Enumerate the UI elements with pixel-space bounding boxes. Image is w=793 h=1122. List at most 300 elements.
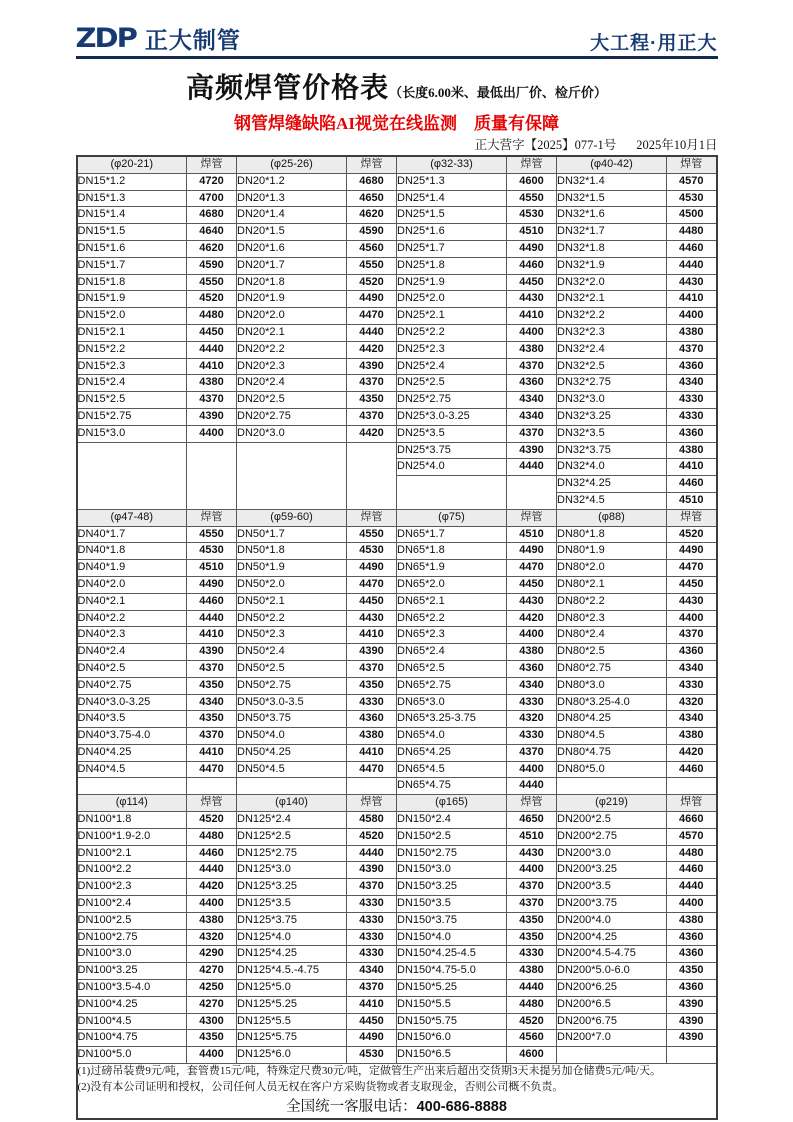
spec-cell: DN150*4.75-5.0	[397, 963, 507, 980]
price-cell: 4680	[187, 207, 237, 224]
table-row	[77, 224, 717, 241]
spec-cell: DN40*3.5	[77, 711, 187, 728]
spec-cell: DN65*2.0	[397, 576, 507, 593]
spec-cell: DN40*2.1	[77, 593, 187, 610]
spec-cell: DN25*1.9	[397, 274, 507, 291]
spec-cell: DN150*5.25	[397, 980, 507, 997]
price-header-cell: 焊管	[347, 156, 397, 173]
spec-cell: DN20*2.5	[237, 392, 347, 409]
price-cell: 4360	[667, 425, 717, 442]
spec-cell: DN65*2.4	[397, 644, 507, 661]
table-row	[77, 728, 717, 745]
spec-cell: DN50*2.0	[237, 576, 347, 593]
spec-cell: DN150*2.4	[397, 812, 507, 829]
spec-cell: DN20*2.75	[237, 408, 347, 425]
table-row	[77, 240, 717, 257]
price-cell: 4460	[667, 476, 717, 493]
price-header-cell: 焊管	[347, 509, 397, 526]
price-cell: 4530	[347, 1047, 397, 1064]
spec-cell: DN25*3.0-3.25	[397, 408, 507, 425]
price-cell: 4350	[187, 711, 237, 728]
price-cell: 4330	[507, 694, 557, 711]
empty-cell	[557, 1047, 667, 1064]
price-cell: 4370	[667, 341, 717, 358]
price-cell: 4380	[667, 324, 717, 341]
price-cell: 4430	[347, 610, 397, 627]
spec-cell: DN125*2.75	[237, 845, 347, 862]
price-cell: 4590	[347, 224, 397, 241]
spec-cell: DN150*3.0	[397, 862, 507, 879]
spec-cell: DN15*1.2	[77, 173, 187, 190]
spec-cell: DN200*7.0	[557, 1030, 667, 1047]
spec-cell: DN125*5.5	[237, 1013, 347, 1030]
price-cell: 4490	[347, 560, 397, 577]
price-cell: 4650	[347, 190, 397, 207]
spec-cell: DN125*5.0	[237, 980, 347, 997]
spec-cell: DN150*5.5	[397, 996, 507, 1013]
table-row	[77, 677, 717, 694]
spec-cell: DN32*2.0	[557, 274, 667, 291]
spec-cell: DN40*2.0	[77, 576, 187, 593]
spec-cell: DN15*1.3	[77, 190, 187, 207]
spec-cell: DN125*5.75	[237, 1030, 347, 1047]
spec-cell: DN65*1.9	[397, 560, 507, 577]
price-cell: 4350	[347, 677, 397, 694]
hotline-number: 400-686-8888	[416, 1098, 507, 1115]
price-cell: 4250	[187, 980, 237, 997]
price-cell: 4570	[667, 173, 717, 190]
spec-cell: DN65*2.5	[397, 660, 507, 677]
price-cell: 4380	[187, 375, 237, 392]
price-cell: 4530	[667, 190, 717, 207]
price-cell: 4360	[667, 929, 717, 946]
price-cell: 4330	[347, 946, 397, 963]
price-cell: 4400	[187, 1047, 237, 1064]
price-cell: 4450	[667, 576, 717, 593]
table-row	[77, 560, 717, 577]
price-cell: 4550	[187, 274, 237, 291]
price-cell: 4570	[667, 828, 717, 845]
spec-cell: DN40*1.7	[77, 526, 187, 543]
price-cell: 4370	[507, 896, 557, 913]
price-cell: 4330	[347, 912, 397, 929]
spec-cell: DN20*1.4	[237, 207, 347, 224]
price-cell: 4590	[187, 257, 237, 274]
price-header-cell: 焊管	[667, 509, 717, 526]
spec-cell: DN100*2.1	[77, 845, 187, 862]
spec-cell: DN80*2.2	[557, 593, 667, 610]
price-cell: 4390	[667, 1013, 717, 1030]
price-cell: 4360	[507, 375, 557, 392]
price-cell: 4510	[507, 828, 557, 845]
document-number: 正大营字【2025】077-1号	[474, 138, 617, 152]
empty-cell	[667, 1047, 717, 1064]
price-cell: 4410	[347, 996, 397, 1013]
price-cell: 4390	[667, 1030, 717, 1047]
table-row	[77, 828, 717, 845]
price-cell: 4620	[187, 240, 237, 257]
price-cell: 4370	[187, 728, 237, 745]
spec-cell: DN200*4.25	[557, 929, 667, 946]
spec-cell: DN80*1.8	[557, 526, 667, 543]
price-cell: 4470	[347, 576, 397, 593]
spec-cell: DN50*3.0-3.5	[237, 694, 347, 711]
price-header-cell: 焊管	[667, 795, 717, 812]
spec-cell: DN20*2.4	[237, 375, 347, 392]
price-cell: 4480	[667, 845, 717, 862]
spec-cell: DN125*4.25	[237, 946, 347, 963]
spec-cell: DN100*1.9-2.0	[77, 828, 187, 845]
table-row	[77, 761, 717, 778]
spec-cell: DN200*6.5	[557, 996, 667, 1013]
spec-cell: DN25*2.4	[397, 358, 507, 375]
spec-cell: DN20*1.8	[237, 274, 347, 291]
spec-cell: DN125*3.5	[237, 896, 347, 913]
table-row	[77, 408, 717, 425]
price-cell: 4410	[667, 459, 717, 476]
price-cell: 4340	[667, 660, 717, 677]
price-cell: 4660	[667, 812, 717, 829]
price-cell: 4370	[507, 879, 557, 896]
price-cell: 4400	[667, 896, 717, 913]
price-cell: 4370	[347, 408, 397, 425]
table-row	[77, 1013, 717, 1030]
spec-cell: DN65*2.75	[397, 677, 507, 694]
price-cell: 4420	[347, 341, 397, 358]
group-label-cell: (φ25-26)	[237, 156, 347, 173]
price-cell: 4440	[347, 324, 397, 341]
spec-cell: DN200*3.25	[557, 862, 667, 879]
spec-cell: DN40*2.3	[77, 627, 187, 644]
spec-cell: DN125*2.4	[237, 812, 347, 829]
spec-cell: DN40*3.0-3.25	[77, 694, 187, 711]
spec-cell: DN100*3.0	[77, 946, 187, 963]
spec-cell: DN15*2.5	[77, 392, 187, 409]
spec-cell: DN20*2.3	[237, 358, 347, 375]
table-footer-row	[77, 1064, 717, 1119]
price-cell: 4330	[667, 677, 717, 694]
group-label-cell: (φ165)	[397, 795, 507, 812]
price-cell: 4510	[507, 526, 557, 543]
price-cell: 4440	[187, 610, 237, 627]
price-header-cell: 焊管	[187, 156, 237, 173]
price-cell: 4530	[347, 543, 397, 560]
section-header-row	[77, 509, 717, 526]
spec-cell: DN100*3.5-4.0	[77, 980, 187, 997]
spec-cell: DN15*1.5	[77, 224, 187, 241]
price-cell: 4560	[507, 1030, 557, 1047]
spec-cell: DN32*3.0	[557, 392, 667, 409]
price-cell: 4420	[507, 610, 557, 627]
price-cell: 4410	[187, 358, 237, 375]
group-label-cell: (φ114)	[77, 795, 187, 812]
spec-cell: DN100*3.25	[77, 963, 187, 980]
price-cell: 4410	[347, 744, 397, 761]
spec-cell: DN15*2.3	[77, 358, 187, 375]
table-row	[77, 173, 717, 190]
document-number-line	[76, 135, 718, 153]
price-cell: 4380	[667, 912, 717, 929]
spec-cell: DN25*2.2	[397, 324, 507, 341]
spec-cell: DN125*4.5.-4.75	[237, 963, 347, 980]
table-row	[77, 929, 717, 946]
spec-cell: DN32*4.0	[557, 459, 667, 476]
brand-bar	[76, 0, 718, 59]
group-label-cell: (φ47-48)	[77, 509, 187, 526]
spec-cell: DN200*4.5-4.75	[557, 946, 667, 963]
price-cell: 4400	[507, 761, 557, 778]
price-cell: 4430	[507, 593, 557, 610]
price-cell: 4490	[347, 291, 397, 308]
price-cell: 4530	[187, 543, 237, 560]
spec-cell: DN50*2.4	[237, 644, 347, 661]
spec-cell: DN25*2.0	[397, 291, 507, 308]
spec-cell: DN25*1.7	[397, 240, 507, 257]
price-cell: 4330	[347, 929, 397, 946]
section-header-row	[77, 795, 717, 812]
price-cell: 4460	[507, 257, 557, 274]
company-name: 正大制管	[144, 27, 241, 53]
price-cell: 4600	[507, 1047, 557, 1064]
price-cell: 4450	[507, 576, 557, 593]
price-cell: 4520	[187, 291, 237, 308]
page-title: 高频焊管价格表	[186, 73, 390, 104]
price-header-cell: 焊管	[187, 795, 237, 812]
spec-cell: DN25*3.5	[397, 425, 507, 442]
price-cell: 4370	[347, 660, 397, 677]
spec-cell: DN25*2.5	[397, 375, 507, 392]
spec-cell: DN125*4.0	[237, 929, 347, 946]
spec-cell: DN20*1.2	[237, 173, 347, 190]
price-cell: 4550	[187, 526, 237, 543]
price-cell: 4430	[507, 845, 557, 862]
price-cell: 4460	[187, 593, 237, 610]
hotline	[78, 1096, 716, 1118]
spec-cell: DN15*2.75	[77, 408, 187, 425]
table-row	[77, 980, 717, 997]
table-row	[77, 778, 717, 795]
price-cell: 4400	[507, 862, 557, 879]
spec-cell: DN80*2.5	[557, 644, 667, 661]
spec-cell: DN80*4.5	[557, 728, 667, 745]
price-cell: 4360	[667, 980, 717, 997]
price-cell: 4470	[667, 560, 717, 577]
price-cell: 4470	[507, 560, 557, 577]
spec-cell: DN20*1.5	[237, 224, 347, 241]
spec-cell: DN150*2.5	[397, 828, 507, 845]
price-cell: 4410	[667, 291, 717, 308]
price-cell: 4520	[347, 274, 397, 291]
price-header-cell: 焊管	[187, 509, 237, 526]
spec-cell: DN150*3.25	[397, 879, 507, 896]
spec-cell: DN65*2.3	[397, 627, 507, 644]
spec-cell: DN125*6.0	[237, 1047, 347, 1064]
group-label-cell: (φ140)	[237, 795, 347, 812]
spec-cell: DN32*4.5	[557, 492, 667, 509]
price-cell: 4580	[347, 812, 397, 829]
spec-cell: DN20*3.0	[237, 425, 347, 442]
spec-cell: DN80*3.0	[557, 677, 667, 694]
table-row	[77, 308, 717, 325]
spec-cell: DN32*4.25	[557, 476, 667, 493]
price-header-cell: 焊管	[667, 156, 717, 173]
spec-cell: DN125*2.5	[237, 828, 347, 845]
group-label-cell: (φ219)	[557, 795, 667, 812]
price-cell: 4480	[187, 308, 237, 325]
price-cell: 4380	[187, 912, 237, 929]
price-cell: 4370	[507, 358, 557, 375]
spec-cell: DN40*3.75-4.0	[77, 728, 187, 745]
price-cell: 4620	[347, 207, 397, 224]
price-cell: 4370	[667, 627, 717, 644]
note-1: (1)过磅吊装费9元/吨，套管费15元/吨，特殊定尺费30元/吨，定做管生产出来后超出交货期3天未提另加仓储费5元/吨/天。	[77, 1065, 662, 1078]
table-row	[77, 862, 717, 879]
spec-cell: DN25*1.3	[397, 173, 507, 190]
notes-cell	[77, 1064, 717, 1119]
empty-cell	[77, 778, 187, 795]
spec-cell: DN65*4.0	[397, 728, 507, 745]
spec-cell: DN15*1.9	[77, 291, 187, 308]
empty-cell	[77, 442, 187, 509]
table-row	[77, 996, 717, 1013]
spec-cell: DN200*2.5	[557, 812, 667, 829]
spec-cell: DN32*1.5	[557, 190, 667, 207]
empty-cell	[557, 778, 667, 795]
empty-cell	[187, 778, 237, 795]
price-cell: 4440	[667, 257, 717, 274]
price-cell: 4480	[187, 828, 237, 845]
price-cell: 4380	[507, 963, 557, 980]
spec-cell: DN32*2.3	[557, 324, 667, 341]
spec-cell: DN65*4.75	[397, 778, 507, 795]
price-cell: 4390	[507, 442, 557, 459]
spec-cell: DN80*2.1	[557, 576, 667, 593]
price-cell: 4340	[507, 408, 557, 425]
table-row	[77, 291, 717, 308]
spec-cell: DN150*3.75	[397, 912, 507, 929]
table-row	[77, 593, 717, 610]
spec-cell: DN40*4.25	[77, 744, 187, 761]
spec-cell: DN65*4.5	[397, 761, 507, 778]
price-cell: 4470	[347, 761, 397, 778]
spec-cell: DN25*1.6	[397, 224, 507, 241]
table-row	[77, 207, 717, 224]
table-row	[77, 543, 717, 560]
spec-cell: DN50*4.5	[237, 761, 347, 778]
spec-cell: DN25*1.8	[397, 257, 507, 274]
price-cell: 4400	[187, 896, 237, 913]
price-cell: 4440	[667, 879, 717, 896]
spec-cell: DN25*2.1	[397, 308, 507, 325]
spec-cell: DN50*2.1	[237, 593, 347, 610]
spec-cell: DN50*2.5	[237, 660, 347, 677]
price-cell: 4460	[667, 240, 717, 257]
empty-cell	[237, 442, 347, 509]
price-cell: 4510	[187, 560, 237, 577]
price-cell: 4440	[347, 845, 397, 862]
price-cell: 4320	[507, 711, 557, 728]
table-row	[77, 845, 717, 862]
price-cell: 4440	[187, 862, 237, 879]
table-row	[77, 1030, 717, 1047]
spec-cell: DN15*1.6	[77, 240, 187, 257]
price-cell: 4440	[187, 341, 237, 358]
price-cell: 4330	[667, 392, 717, 409]
document-date: 2025年10月1日	[636, 138, 718, 152]
spec-cell: DN200*5.0-6.0	[557, 963, 667, 980]
group-label-cell: (φ88)	[557, 509, 667, 526]
price-cell: 4410	[187, 744, 237, 761]
price-cell: 4420	[347, 425, 397, 442]
empty-cell	[667, 778, 717, 795]
price-cell: 4490	[507, 543, 557, 560]
spec-cell: DN50*2.2	[237, 610, 347, 627]
note-2: (2)没有本公司证明和授权，公司任何人员无权在客户方采购货物或者支取现金，否则公司概不负责。	[77, 1080, 564, 1093]
table-row	[77, 812, 717, 829]
spec-cell: DN150*2.75	[397, 845, 507, 862]
price-cell: 4360	[667, 946, 717, 963]
price-cell: 4380	[667, 728, 717, 745]
spec-cell: DN32*3.5	[557, 425, 667, 442]
price-cell: 4290	[187, 946, 237, 963]
spec-cell: DN65*3.0	[397, 694, 507, 711]
spec-cell: DN80*1.9	[557, 543, 667, 560]
price-cell: 4520	[667, 526, 717, 543]
spec-cell: DN200*3.75	[557, 896, 667, 913]
spec-cell: DN40*4.5	[77, 761, 187, 778]
spec-cell: DN15*1.7	[77, 257, 187, 274]
price-cell: 4490	[187, 576, 237, 593]
price-cell: 4390	[347, 644, 397, 661]
spec-cell: DN150*4.25-4.5	[397, 946, 507, 963]
table-row	[77, 896, 717, 913]
empty-cell	[187, 442, 237, 509]
price-cell: 4600	[507, 173, 557, 190]
spec-cell: DN80*4.25	[557, 711, 667, 728]
spec-cell: DN200*4.0	[557, 912, 667, 929]
price-cell: 4320	[667, 694, 717, 711]
price-cell: 4700	[187, 190, 237, 207]
table-row	[77, 627, 717, 644]
price-cell: 4460	[187, 845, 237, 862]
price-cell: 4340	[667, 375, 717, 392]
price-cell: 4420	[187, 879, 237, 896]
price-cell: 4500	[667, 207, 717, 224]
spec-cell: DN150*5.75	[397, 1013, 507, 1030]
spec-cell: DN80*5.0	[557, 761, 667, 778]
price-cell: 4370	[187, 660, 237, 677]
price-table-body	[77, 156, 717, 1064]
spec-cell: DN150*3.5	[397, 896, 507, 913]
spec-cell: DN32*3.25	[557, 408, 667, 425]
title-conditions: （长度6.00米、最低出厂价、检斤价）	[389, 85, 607, 100]
price-cell: 4440	[507, 459, 557, 476]
price-cell: 4400	[507, 627, 557, 644]
spec-cell: DN65*2.2	[397, 610, 507, 627]
spec-cell: DN40*1.8	[77, 543, 187, 560]
price-cell: 4640	[187, 224, 237, 241]
spec-cell: DN15*1.4	[77, 207, 187, 224]
price-cell: 4550	[347, 257, 397, 274]
table-row	[77, 711, 717, 728]
company-logo	[76, 24, 241, 53]
table-row	[77, 526, 717, 543]
spec-cell: DN20*2.2	[237, 341, 347, 358]
price-cell: 4370	[347, 879, 397, 896]
price-cell: 4490	[507, 240, 557, 257]
table-row	[77, 912, 717, 929]
spec-cell: DN150*4.0	[397, 929, 507, 946]
